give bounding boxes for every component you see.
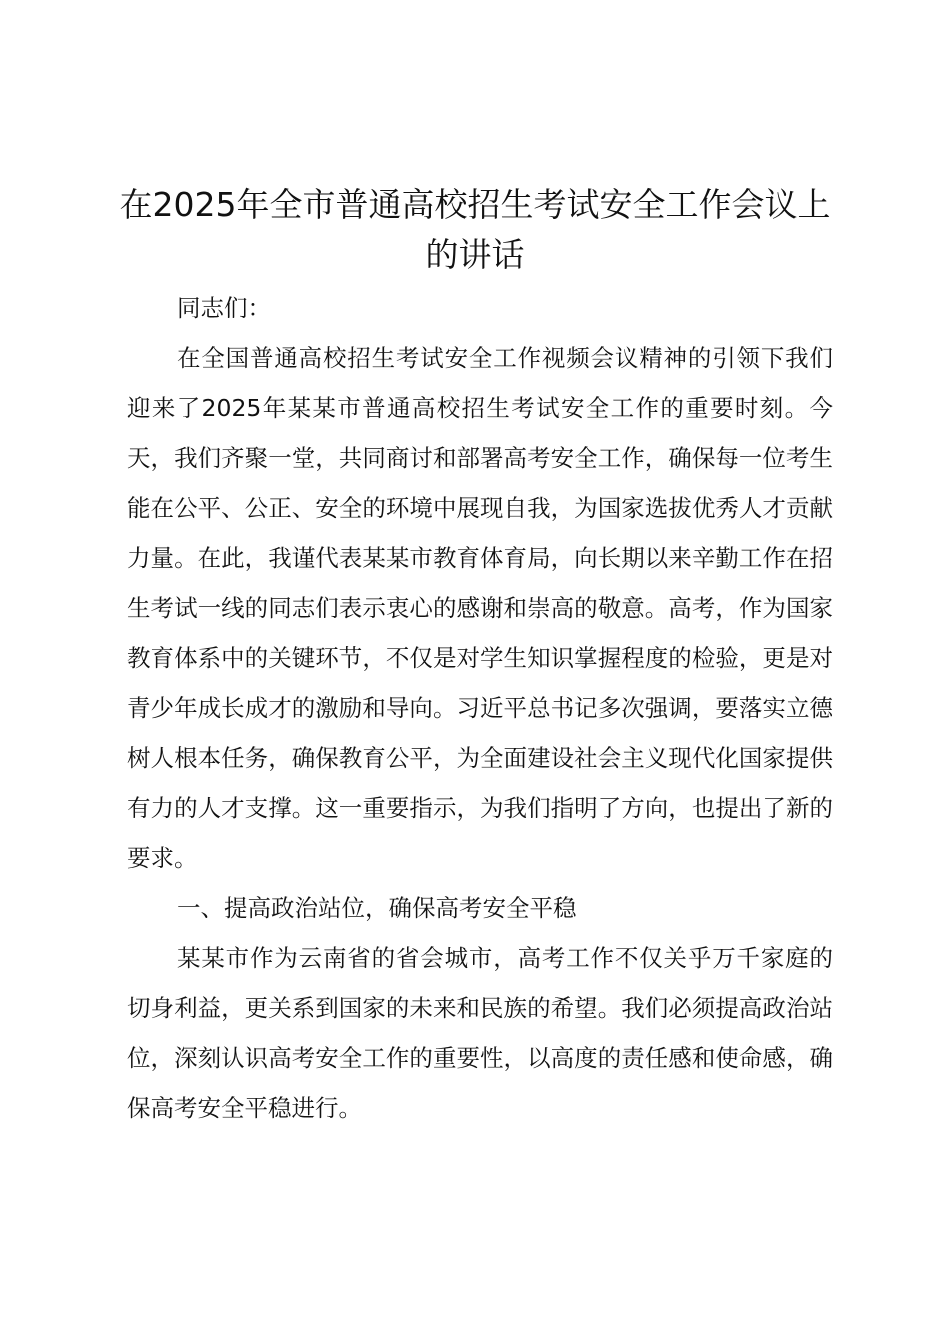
paragraph-section-1: 某某市作为云南省的省会城市，高考工作不仅关乎万千家庭的切身利益，更关系到国家的未来和民族的希望。我们必须提高政治站位，深刻认识高考安全工作的重要性，以高度的责任感和使命感，确保高考安全平稳进行。 [127,944,833,1122]
document-title: 在2025年全市普通高校招生考试安全工作会议上的讲话 [119,185,831,274]
section-heading-1: 一、提高政治站位，确保高考安全平稳 [177,894,577,922]
document-body [127,283,833,1133]
paragraph-intro: 在全国普通高校招生考试安全工作视频会议精神的引领下我们迎来了2025年某某市普通高校招生考试安全工作的重要时刻。今天，我们齐聚一堂，共同商讨和部署高考安全工作，确保每一位考生能在公平、公正、安全的环境中展现自我，为国家选拔优秀人才贡献力量。在此，我谨代表某某市教育体育局，向长期以来辛勤工作在招生考试一线的同志们表示衷心的感谢和崇高的敬意。高考，作为国家教育体系中的关键环节，不仅是对学生知识掌握程度的检验，更是对青少年成长成才的激励和导向。习近平总书记多次强调，要落实立德树人根本任务，确保教育公平，为全面建设社会主义现代化国家提供有力的人才支撑。这一重要指示，为我们指明了方向，也提出了新的要求。 [127,344,833,872]
salutation: 同志们： [177,294,271,322]
